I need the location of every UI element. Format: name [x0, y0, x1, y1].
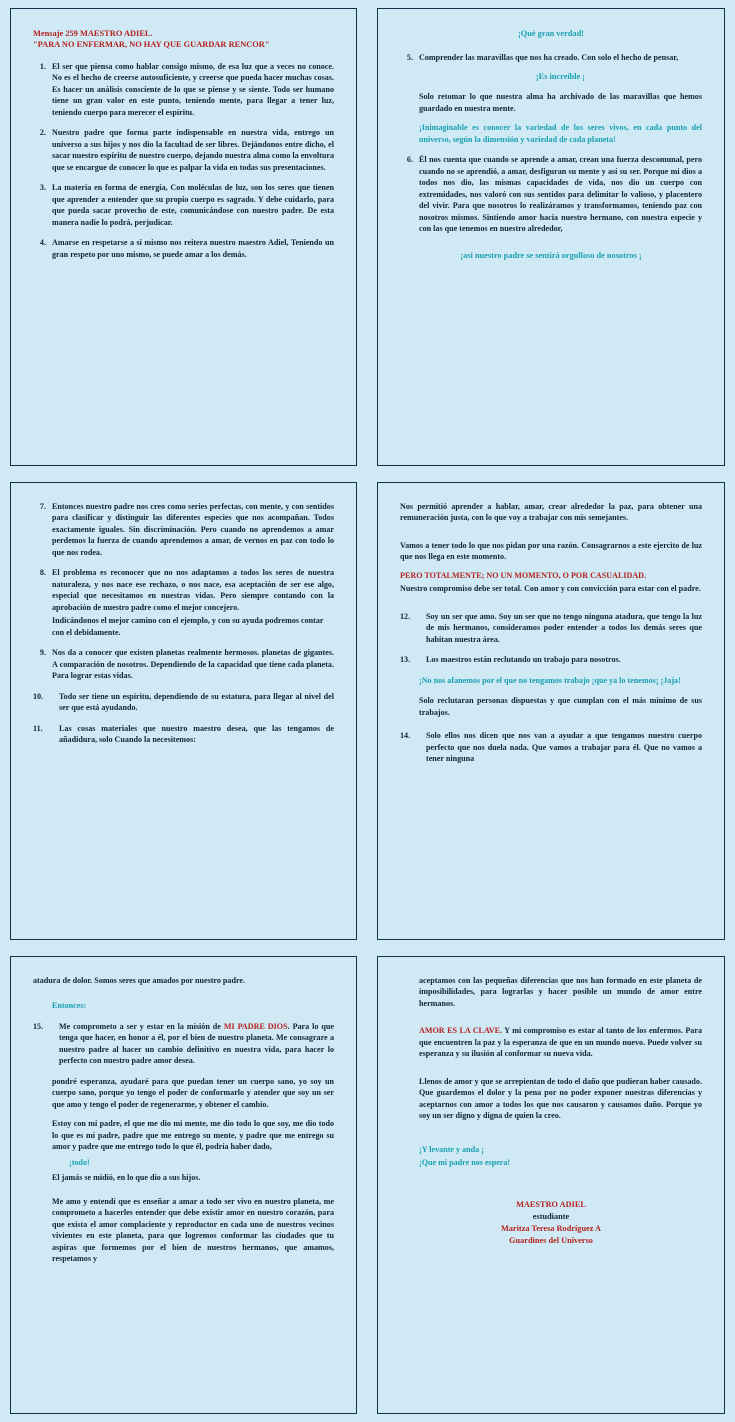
list-item — [33, 1021, 334, 1067]
list-item — [400, 611, 702, 645]
item-number: 8. — [39, 568, 46, 578]
signature-group: Guardines del Universo — [509, 1235, 593, 1245]
list-item — [400, 52, 702, 63]
paragraph-vamos-a-tener: Vamos a tener todo lo que nos pidan por una razón. Consagrarnos a este ejercito de luz que nos llega en este momento. — [400, 540, 702, 562]
document-subtitle: "PARA NO ENFERMAR, NO HAY QUE GUARDAR RENCOR" — [33, 40, 270, 49]
closing-orgulloso: ¡así nuestro padre se sentirá orgulloso de nosotros ¡ — [460, 250, 642, 260]
list-item — [33, 647, 334, 681]
item-number: 5. — [406, 53, 413, 62]
signature-role: estudiante — [532, 1211, 570, 1221]
item-number: 10. — [33, 691, 44, 701]
item-text: Indicándonos el mejor camino con el ejemplo, y con su ayuda podremos contar con el debidamente. — [52, 616, 324, 637]
item-number: 13. — [400, 655, 411, 665]
list-item — [33, 61, 334, 118]
paragraph-me-amo: Me amo y entendí que es enseñar a amar a todo ser vivo en nuestro planeta, me comprometo a hacerles entender que debe existir amor en nuestro corazón, para que exista el amor complaciente y reproductor en cada uno de nuestros vecinos vivientes en este planeta, para que logremos conformar las ciudades que tu aspiras que formemos por el bien de nuestros hermanos, que amamos, respetamos y — [52, 1196, 334, 1264]
page-2-heading: ¡Qué gran verdad! — [518, 29, 584, 38]
list-item — [33, 567, 334, 613]
message-number: Mensaje 259 MAESTRO ADIEL. — [33, 29, 153, 38]
label-entonces: Entonces: — [52, 1001, 87, 1011]
paragraph-compromiso: Nuestro compromiso debe ser total. Con amor y con convicción para estar con el padre. — [400, 584, 701, 594]
item-number — [33, 615, 46, 638]
list-item — [33, 501, 334, 558]
paragraph-permitio-aprender: Nos permitió aprender a hablar, amar, crear alrededor la paz, para obtener una remuneración justa, con lo que voy a trabajar con mis semejantes. — [400, 502, 702, 523]
item-number: 3. — [39, 183, 46, 193]
item-text: Nos da a conocer que existen planetas realmente hermosos. planetas de gigantes. A comparación de nosotros. Dependiendo de la capacidad que tiene cada planeta. Para lograr estas vidas. — [52, 648, 334, 681]
paragraph-no-afanemos: ¡No nos afanemos por el que no tengamos trabajo ¡que ya lo tenemos¡ ¡Jaja! — [419, 675, 681, 685]
exclamation-levante-anda: ¡Y levante y anda ¡ — [419, 1144, 484, 1154]
paragraph-amor-es-la-clave — [419, 1025, 702, 1059]
page-6-sheet — [377, 956, 725, 1414]
exclamation-padre-espera: ¡Que mi padre nos espera! — [419, 1158, 511, 1168]
list-item — [33, 723, 334, 746]
item15-emphasis: MI PADRE DIOS — [223, 1021, 288, 1031]
item-text: Las cosas materiales que nuestro maestro desea, que las tengamos de añadidura, solo Cuando la necesitemos: — [59, 723, 334, 745]
paragraph-reclutaran: Solo reclutaran personas dispuestas y que cumplan con el más mínimo de sus trabajos. — [419, 696, 702, 717]
item-number: 11. — [33, 723, 43, 733]
paragraph-pondre-esperanza: pondré esperanza, ayudaré para que puedan tener un cuerpo sano, yo soy un cuerpo sano, porque yo tengo el poder de conformarlo y atender que soy un ser que amo y tengo el poder de regenerarme, y obtener el cambio. — [52, 1076, 334, 1109]
page-1 — [0, 0, 367, 474]
item-text: El problema es reconocer que no nos adaptamos a todos los seres de nuestra naturaleza, y nos nace ese rechazo, o nos nace, esa aceptación de ser ese algo, especial que necesitamos en nuestras vidas. Pero siempre contando con la aprobación de nuestro padre como el mejor concejero. — [52, 568, 334, 612]
list-item — [33, 182, 334, 228]
item-text: El ser que piensa como hablar consigo mismo, de esa luz que a veces no conoce. No es el hecho de creerse autosuficiente, y creerse que pueda hacer muchas cosas. Es hacer un análisis consciente de lo que se piense y se siente. Todo ser humano tiene un gran valor en este punto, teniendo mente, para llegar a tener luz, teniendo cuerpo para merecer el espíritu. — [52, 62, 334, 117]
list-item-continuation — [33, 615, 334, 638]
item-number: 4. — [39, 238, 46, 248]
paragraph-estoy-con-mi-padre: Estoy con mi padre, el que me dio mi mente, me dio todo lo que soy, me dio todo lo que es mi padre, padre que me entrego su mente, y padre que me entrego su amor y padre que me entrego todo lo que él, podría haber dado, — [52, 1119, 334, 1152]
page-4-sheet — [377, 482, 725, 940]
signature-block — [400, 1199, 702, 1247]
page-4 — [367, 474, 735, 948]
item-number: 6. — [406, 155, 413, 165]
page-5-sheet — [10, 956, 357, 1414]
page-6 — [367, 948, 735, 1422]
list-item — [400, 730, 702, 764]
signature-student: Maritza Teresa Rodríguez A — [500, 1223, 602, 1233]
list-item — [33, 691, 334, 714]
item-text: Comprender las maravillas que nos ha creado. Con solo el hecho de pensar, — [419, 53, 679, 62]
item-text: Todo ser tiene un espíritu, dependiendo de su estatura, para llegar al nivel del ser que está ayudando. — [59, 691, 334, 713]
item-number: 1. — [39, 62, 46, 71]
item15-text-a: Me comprometo a ser y estar en la misión de — [59, 1021, 224, 1031]
emphasis-amor-es-la-clave: AMOR ES LA CLAVE. — [419, 1026, 503, 1036]
paragraph-llenos-de-amor: Llenos de amor y que se arrepientan de todo el daño que pudieran haber causado. Que guardemos el dolor y la pena por no poder exponer nuestras diferencias y aceptarnos con amor a todos los que nos causaron y causamos daño. Porque yo soy un ser digno y digna de quien la creo. — [419, 1076, 702, 1121]
item-text: Solo ellos nos dicen que nos van a ayudar a que tengamos nuestro cuerpo perfecto que nos duela nada. Que vamos a trabajar para él. Que no vamos a tener ninguna — [426, 731, 702, 764]
paragraph-soul-archive: Solo retomar lo que nuestra alma ha archivado de las maravillas que hemos guardado en nuestra mente. — [419, 92, 702, 113]
page-3 — [0, 474, 367, 948]
list-item — [33, 237, 334, 260]
page-2-sheet — [377, 8, 725, 466]
list-item — [400, 154, 702, 234]
item-text: La materia en forma de energía, Con moléculas de luz, son los seres que tienen que aprender a entender que su propio cuerpo es sagrado. Y debe cuidarlo, para que pueda sacar provecho de este, comunicándose con nuestro padre. De esta manera nadie lo podrá, perjudicar. — [52, 183, 334, 227]
item-text: Amarse en respetarse a si mismo nos reitera nuestro maestro Adiel, Teniendo un gran respeto por uno mismo, se puede amar a los demás. — [52, 238, 334, 259]
list-item — [400, 654, 702, 665]
exclamation-increible: ¡Es increíble ¡ — [535, 72, 586, 82]
exclamation-todo: ¡todo! — [69, 1157, 90, 1167]
item-text: Nuestro padre que forma parte indispensable en nuestra vida, entrego un universo a sus hijos y nos dio la facultad de ser libres. Dejándonos entre dicho, el sacar nuestro espíritu de nuestro cuerpo, dejando nuestra alma como la envoltura que se encargue de conocer lo que es palpar la vida en todas sus presentaciones. — [52, 128, 334, 172]
signature-maestro: MAESTRO ADIEL — [516, 1199, 586, 1209]
item-number: 2. — [39, 128, 46, 138]
emphasis-pero-totalmente: PERO TOTALMENTE; NO UN MOMENTO, O POR CASUALIDAD. — [400, 570, 647, 580]
paragraph-compromiso-enfermos: Y mi compromiso es estar al tanto de los enfermos. Para que encuentren la paz y la esperanza de que en un mundo nuevo. Puede volver su esperanza y su ilusión al conformar su nueva vida. — [419, 1026, 702, 1059]
item-number: 14. — [400, 731, 411, 741]
paragraph-inimaginable: ¡Inimaginable es conocer la variedad de los seres vivos, en cada punto del universo, según la dimensión y variedad de cada planeta! — [419, 123, 702, 144]
item-number: 12. — [400, 611, 411, 621]
paragraph-atadura-dolor: atadura de dolor. Somos seres que amados por nuestro padre. — [33, 976, 246, 985]
item-number: 9. — [39, 648, 46, 658]
page-1-sheet — [10, 8, 357, 466]
item-text — [59, 1021, 334, 1067]
item-number: 7. — [39, 502, 46, 511]
item-number: 15. — [33, 1021, 44, 1031]
item-text: Entonces nuestro padre nos creo como series perfectas, con mente, y con sentidos para clasificar y distinguir las diferentes especies que nos acompañan. Todos exactamente iguales. Sin discriminación. Pero cuando no aprendemos a amar perdemos la fuerza de cuando aprendemos a amar, de vernos en paz con todo lo que nos rodea. — [52, 502, 334, 557]
paragraph-aceptamos: aceptamos con las pequeñas diferencias que nos han formado en este planeta de imposibilidades, para lograrlas y hacer posible un mundo de amor entre hermanos. — [419, 976, 702, 1008]
item-text: Él nos cuenta que cuando se aprende a amar, crean una fuerza descomunal, pero cuando no se aprendió, a amar, desfiguran su mente y así su ser. Porque mi dios a todos nos dio, las mismas capacidades de vida, nos dio un cuerpo con extremidades, nos valoró con sus sentidos para delimitar lo valioso, y placentero del vivir. Para que nosotros lo realizáramos y transformamos, teniendo paz con nosotros mismos. Sintiendo amor hacia nuestro hermano, con nuestra especie y con las que tenemos en nuestro alrededor, — [419, 155, 702, 234]
page-3-sheet — [10, 482, 357, 940]
item-text: Soy un ser que amo. Soy un ser que no tengo ninguna atadura, que tengo la luz de mis hermanos, consideramos poder entender a todos los demás seres que habitan nuestra área. — [426, 611, 702, 644]
paragraph-jamas-midio: El jamás se midió, en lo que dio a sus hijos. — [52, 1173, 201, 1183]
page-2 — [367, 0, 735, 474]
page-5 — [0, 948, 367, 1422]
list-item — [33, 127, 334, 173]
item-text: Los maestros están reclutando un trabajo para nosotros. — [426, 655, 621, 665]
item15-text-b: . Para lo que tenga que hacer, en honor a él, por el bien de nuestro planeta. Me consagrare a nuestro padre al hacer un cambio definitivo en nuestra vida, para hacer lo perfecto con nuestro padre amor desea. — [59, 1021, 334, 1066]
